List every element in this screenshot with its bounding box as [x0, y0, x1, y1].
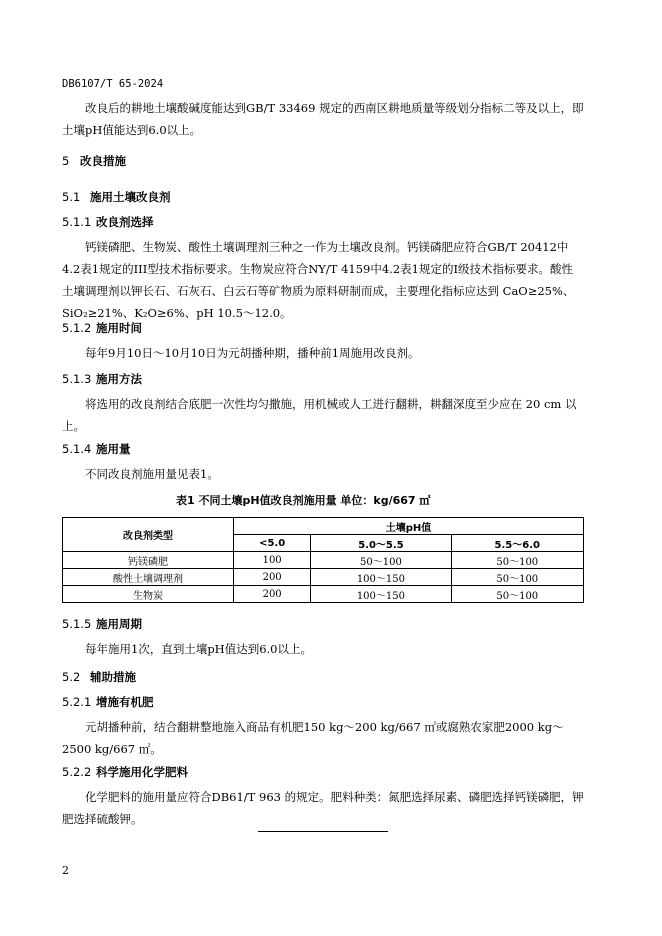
ph-header: 5.0～5.5	[311, 535, 451, 552]
table-row	[63, 569, 584, 586]
table-row	[63, 552, 584, 569]
paragraph-5-2-1: 元胡播种前，结合翻耕整地施入商品有机肥150 kg～200 kg/667 ㎡或腐熟农家肥2000 kg～2500 kg/667 ㎡。	[62, 720, 564, 756]
end-of-standard-line	[258, 831, 388, 832]
paragraph-5-1-2: 每年9月10日～10月10日为元胡播种期，播种前1周施用改良剂。	[85, 346, 420, 360]
table-cell: 200	[234, 586, 311, 603]
heading-5: 5 改良措施	[62, 154, 126, 168]
table-cell: 酸性土壤调理剂	[63, 569, 234, 586]
paragraph-5-1-1: 钙镁磷肥、生物炭、酸性土壤调理剂三种之一作为土壤改良剂。钙镁磷肥应符合GB/T 20412中4.2表1规定的III型技术指标要求。生物炭应符合NY/T 4159中4.2表1规定的I级技术指标要求。酸性土壤调理剂以钾长石、石灰石、白云石等矿物质为原料研制而成，主要理化指标应达到 CaO≥25%、SiO₂≥21%、K₂O≥6%、pH 10.5～12.0。	[62, 240, 575, 320]
table-caption: 表1 不同土壤pH值改良剂施用量 单位：kg/667 ㎡	[176, 494, 431, 507]
heading-5-1: 5.1 施用土壤改良剂	[62, 190, 171, 204]
table-row	[63, 586, 584, 603]
table-cell: 50～100	[311, 552, 451, 569]
document-id: DB6107/T 65-2024	[62, 78, 164, 90]
table-cell: 100～150	[311, 569, 451, 586]
application-rate-table	[62, 517, 584, 603]
heading-5-1-2: 5.1.2 施用时间	[62, 321, 142, 335]
table-cell: 50～100	[451, 552, 583, 569]
paragraph-5-1-5: 每年施用1次，直到土壤pH值达到6.0以上。	[85, 642, 312, 656]
table-cell: 50～100	[451, 569, 583, 586]
heading-5-1-1: 5.1.1 改良剂选择	[62, 215, 154, 229]
heading-5-2-2: 5.2.2 科学施用化学肥料	[62, 765, 188, 779]
ph-header: <5.0	[234, 535, 311, 552]
col-header-type: 改良剂类型	[63, 518, 234, 552]
paragraph-5-1-3: 将选用的改良剂结合底肥一次性均匀撒施，用机械或人工进行翻耕，耕翻深度至少应在 20 cm 以上。	[62, 397, 577, 433]
heading-5-1-3: 5.1.3 施用方法	[62, 372, 142, 386]
heading-5-2: 5.2 辅助措施	[62, 670, 136, 684]
ph-header: 5.5～6.0	[451, 535, 583, 552]
table-cell: 50～100	[451, 586, 583, 603]
table-cell: 100～150	[311, 586, 451, 603]
paragraph-5-1-4: 不同改良剂施用量见表1。	[85, 467, 219, 481]
heading-5-1-4: 5.1.4 施用量	[62, 442, 131, 456]
heading-5-1-5: 5.1.5 施用周期	[62, 617, 142, 631]
table-cell: 生物炭	[63, 586, 234, 603]
table-cell: 钙镁磷肥	[63, 552, 234, 569]
paragraph-5-2-2: 化学肥料的施用量应符合DB61/T 963 的规定。肥料种类：氮肥选择尿素、磷肥选择钙镁磷肥，钾肥选择硫酸钾。	[62, 790, 584, 826]
table-cell: 100	[234, 552, 311, 569]
intro-paragraph: 改良后的耕地土壤酸碱度能达到GB/T 33469 规定的西南区耕地质量等级划分指标二等及以上，即土壤pH值能达到6.0以上。	[62, 101, 584, 137]
table-cell: 200	[234, 569, 311, 586]
heading-5-2-1: 5.2.1 增施有机肥	[62, 695, 154, 709]
col-header-ph: 土壤pH值	[234, 518, 584, 535]
page-number: 2	[62, 864, 69, 877]
